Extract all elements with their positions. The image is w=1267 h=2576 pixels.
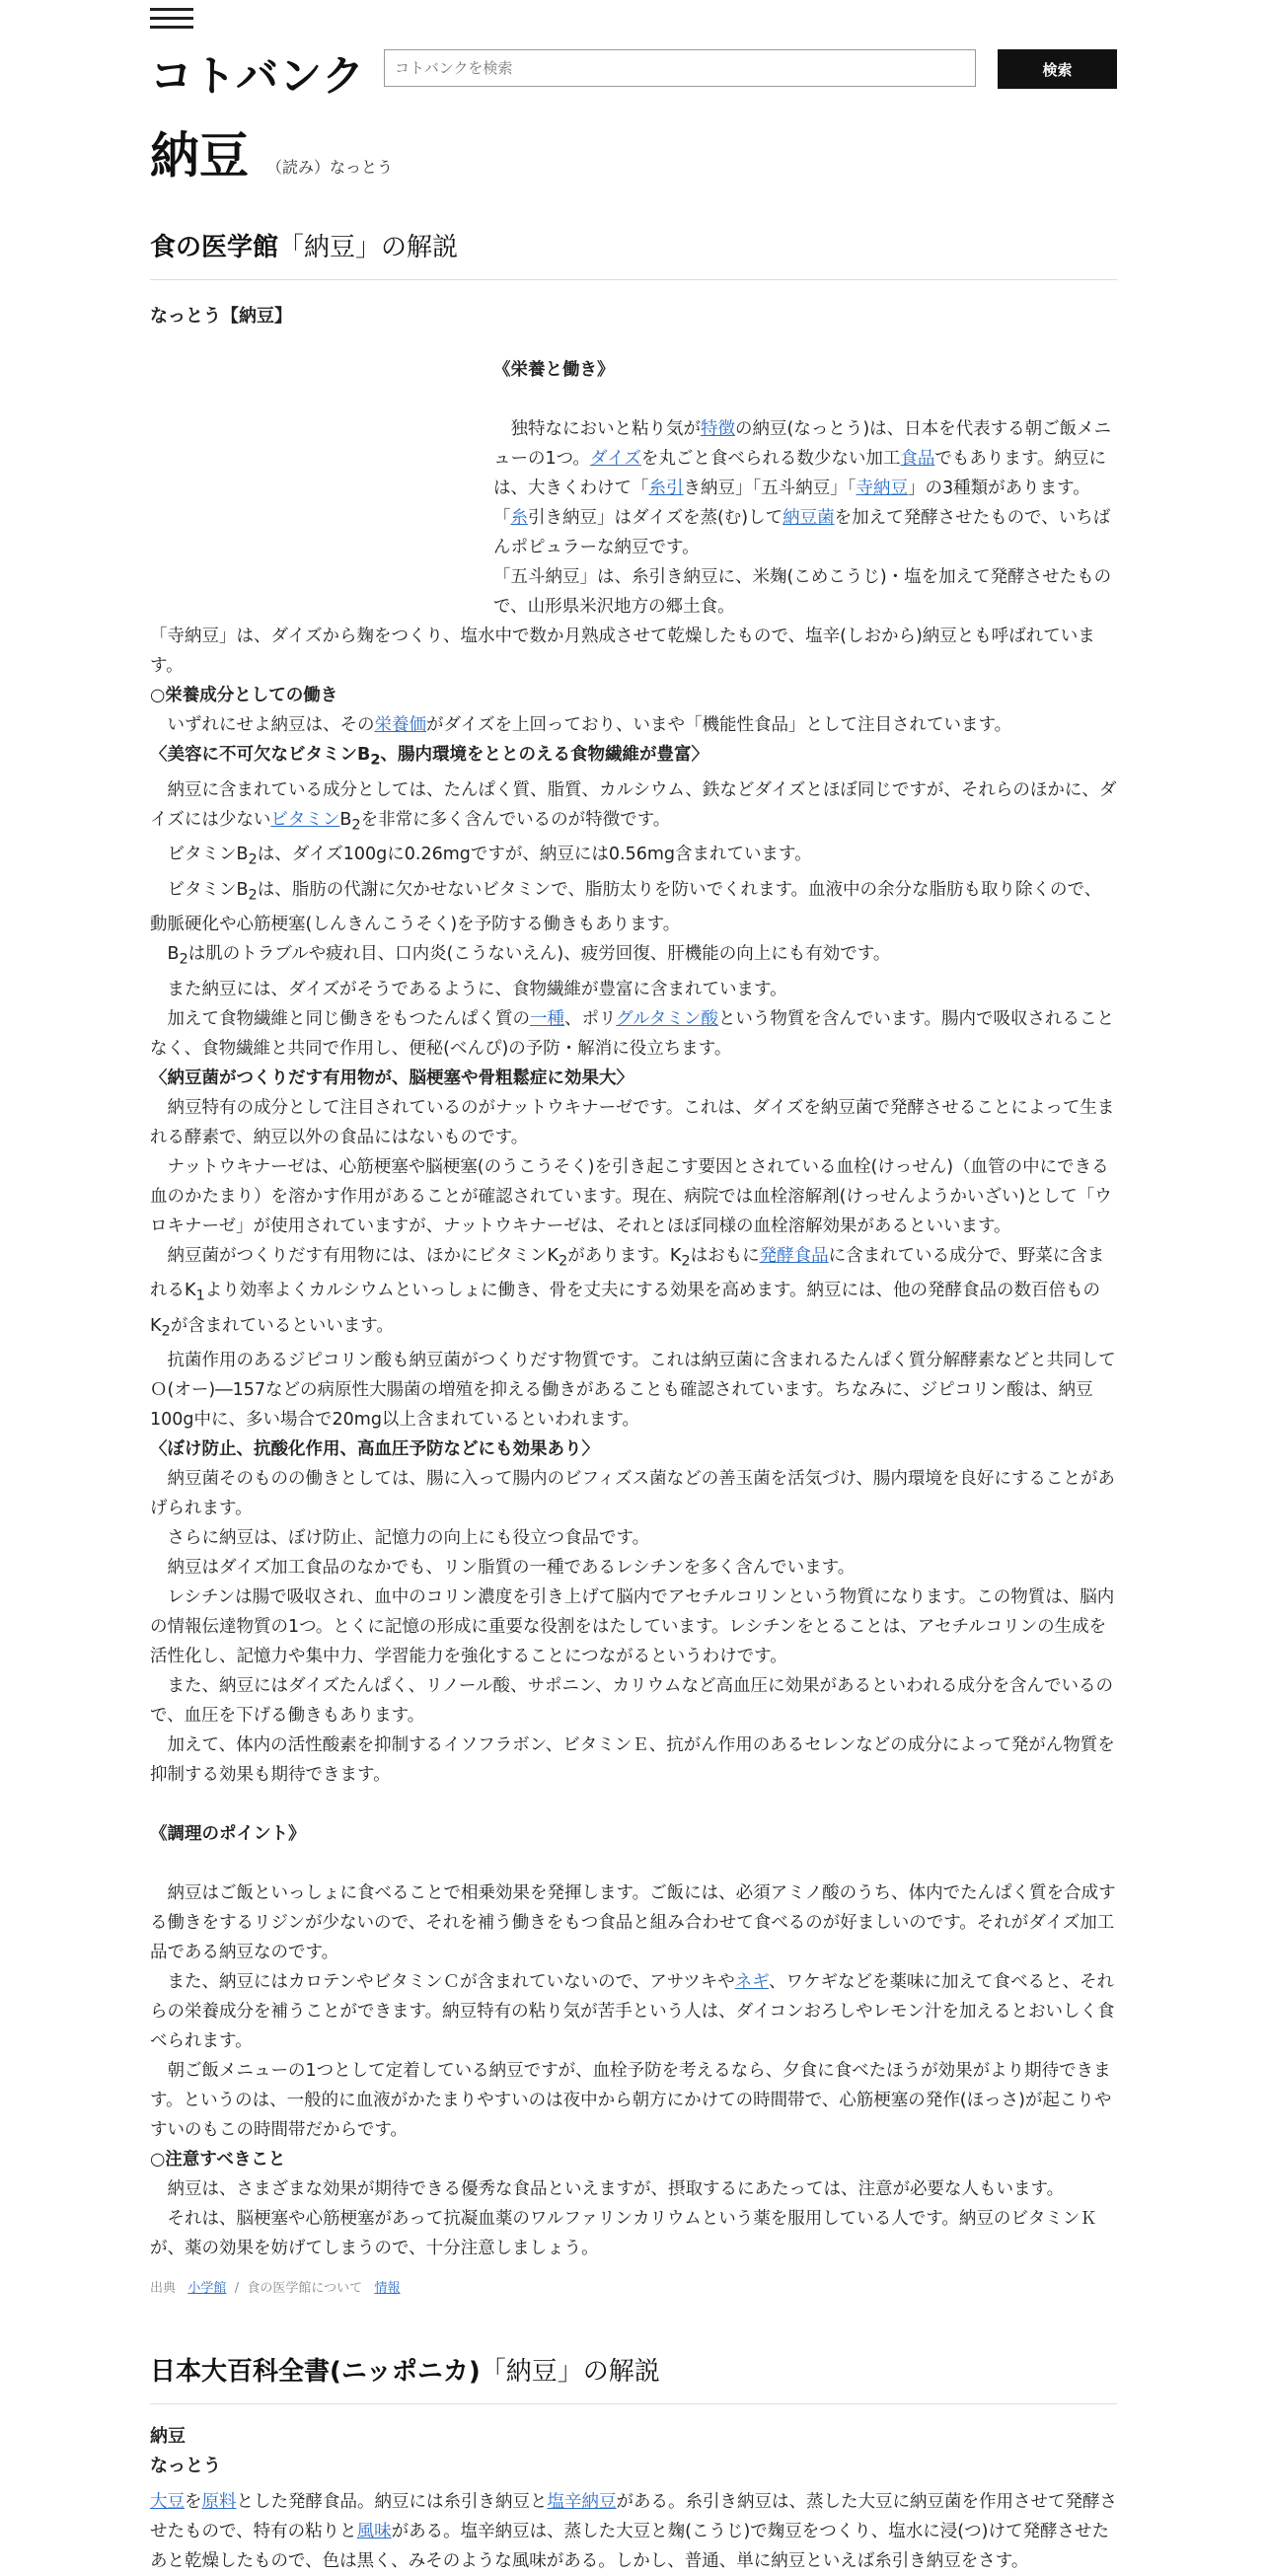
link-daizu[interactable]: ダイズ (589, 449, 641, 469)
link-vitamin[interactable]: ビタミン (270, 809, 340, 830)
link-shokuhin[interactable]: 食品 (900, 449, 935, 469)
link-fumi[interactable]: 風味 (356, 2522, 392, 2541)
entry-reading: （読み）なっとう (266, 158, 394, 177)
section-title-suffix: 「納豆」の解説 (278, 233, 459, 262)
link-ito[interactable]: 糸 (510, 508, 528, 528)
section2-source-name: 日本大百科全書(ニッポニカ) (150, 2357, 481, 2387)
article-body: 《栄養と働き》 独特なにおいと粘り気が特徴の納豆(なっとう)は、日本を代表する朝ご飯メニューの1つ。ダイズを丸ごと食べられる数少ない加工食品でもあります。納豆には、大きくわけて「糸引き納豆」「五斗納豆」「寺納豆」の3種類があります。 「糸引き納豆」はダイズを蒸(む)して納豆菌を加えて発酵させたもので、いちばんポピュラーな納豆です。 「五斗納豆」は、糸引き納豆に、米麹(こめこうじ)・塩を加えて発酵させたもので、山形県米沢地方の郷土食。 「寺納豆」は、ダイズから麹をつくり、塩水中で数か月熟成させて乾燥したもので、塩辛(しおから)納豆とも呼ばれています。 ○栄養成分としての働き いずれにせよ納豆は、その栄養価がダイズを上回っており、いまや「機能性食品」として注目されています。 〈美容に不可欠なビタミン$B_2$、腸内環境をととのえる食物繊維が豊富〉 納豆に含まれている成分としては、たんぱく質、脂質、カルシウム、鉄などダイズとほぼ同じですが、それらのほかに、ダイズには少ないビタミン$B_2$を非常に多く含んでいるのが特徴です。 ビタミン$B_2$は、ダイズ100gに0.26mgですが、納豆には0.56mg含まれています。 ビタミン$B_2$は、脂肪の代謝に欠かせないビタミンで、脂肪太りを防いでくれます。血液中の余分な脂肪も取り除くので、動脈硬化や心筋梗塞(しんきんこうそく)を予防する働きもあります。 $B_2$は肌のトラブルや疲れ目、口内炎(こうないえん)、疲労回復、肝機能の向上にも有効です。 また納豆には、ダイズがそうであるように、食物繊維が豊富に含まれています。 加えて食物繊維と同じ働きをもつたんぱく質の一種、ポリグルタミン酸という物質を含んでいます。腸内で吸収されることなく、食物繊維と共同で作用し、便秘(べんぴ)の予防・解消に役立ちます。 〈納豆菌がつくりだす有用物が、脳梗塞や骨粗鬆症に効果大〉 納豆特有の成分として注目されているのがナットウキナーゼです。これは、ダイズを納豆菌で発酵させることによって生まれる酵素で、納豆以外の食品にはないものです。 ナットウキナーゼは、心筋梗塞や脳梗塞(のうこうそく)を引き起こす要因とされている血栓(けっせん)（血管の中にできる血のかたまり）を溶かす作用があることが確認されています。現在、病院では血栓溶解剤(けっせんようかいざい)として「ウロキナーゼ」が使用されていますが、ナットウキナーゼは、それとほぼ同様の血栓溶解効果があるといいます。 納豆菌がつくりだす有用物には、ほかにビタミン$K_2$があります。$K_2$はおもに発酵食品に含まれている成分で、野菜に含まれる$K_1$より効率よくカルシウムといっしょに働き、骨を丈夫にする効果を高めます。納豆には、他の発酵食品の数百倍もの$K_2$が含まれているといいます。 抗菌作用のあるジピコリン酸も納豆菌がつくりだす物質です。これは納豆菌に含まれるたんぱく質分解酵素などと共同してＯ(オー)―157などの病原性大腸菌の増殖を抑える働きがあることも確認されています。ちなみに、ジピコリン酸は、納豆100g中に、多い場合で20mg以上含まれているといわれます。 〈ぼけ防止、抗酸化作用、高血圧予防などにも効果あり〉 納豆菌そのものの働きとしては、腸に入って腸内のビフィズス菌などの善玉菌を活気づけ、腸内環境を良好にすることがあげられます。 さらに納豆は、ぼけ防止、記憶力の向上にも役立つ食品です。 納豆はダイズ加工食品のなかでも、リン脂質の一種であるレシチンを多く含んでいます。 レシチンは腸で吸収され、血中のコリン濃度を引き上げて脳内でアセチルコリンという物質になります。この物質は、脳内の情報伝達物質の1つ。とくに記憶の形成に重要な役割をはたしています。レシチンをとることは、アセチルコリンの生成を活性化し、記憶力や集中力、学習能力を強化することにつながるというわけです。 また、納豆にはダイズたんぱく、リノール酸、サポニン、カリウムなど高血圧に効果があるといわれる成分を含んでいるので、血圧を下げる働きもあります。 加えて、体内の活性酸素を抑制するイソフラボン、ビタミンＥ、抗がん作用のあるセレンなどの成分によって発がん物質を抑制する効果も期待できます。 《調理のポイント》 納豆はご飯といっしょに食べることで相乗効果を発揮します。ご飯には、必須アミノ酸のうち、体内でたんぱく質を合成する働きをするリジンが少ないので、それを補う働きをもつ食品と組み合わせて食べるのが好ましいのです。それがダイズ加工品である納豆なのです。 また、納豆にはカロテンやビタミンＣが含まれていないので、アサツキやネギ、ワケギなどを薬味に加えて食べると、それらの栄養成分を補うことができます。納豆特有の粘り気が苦手という人は、ダイコンおろしやレモン汁を加えるとおいしく食べられます。 朝ご飯メニューの1つとして定着している納豆ですが、血栓予防を考えるなら、夕食に食べたほうが効果がより期待できます。というのは、一般的に血液がかたまりやすいのは夜中から朝方にかけての時間帯で、心筋梗塞の発作(ほっさ)が起こりやすいのもこの時間帯だからです。 ○注意すべきこと 納豆は、さまざまな効果が期待できる優秀な食品といえますが、摂取するにあたっては、注意が必要な人もいます。 それは、脳梗塞や心筋梗塞があって抗凝血薬のワルファリンカリウムという薬を服用している人です。納豆のビタミンＫが、薬の効果を妨げてしまうので、十分注意しましょう。 (150, 355, 1117, 2263)
article-body-2: 大豆を原料とした発酵食品。納豆には糸引き納豆と塩辛納豆がある。糸引き納豆は、蒸した大豆に納豆菌を作用させて発酵させたもので、特有の粘りと風味がある。塩辛納豆は、蒸した大豆と麹(こうじ)で麹豆をつくり、塩水に浸(つ)けて発酵させたあと乾燥したもので、色は黒く、みそのような風味がある。しかし、普通、単に納豆といえば糸引き納豆をさす。 (150, 2492, 1117, 2571)
info-link[interactable]: 情報 (374, 2281, 401, 2296)
search-input[interactable] (384, 49, 976, 87)
site-header (150, 0, 1117, 109)
section-title-shoku (150, 227, 1117, 280)
link-genryo[interactable]: 原料 (201, 2492, 237, 2512)
link-nattokin[interactable]: 納豆菌 (783, 508, 835, 528)
link-eiyouka[interactable]: 栄養価 (374, 715, 426, 735)
link-daizu-2[interactable]: 大豆 (150, 2492, 185, 2512)
publisher-link[interactable]: 小学館 (187, 2281, 227, 2296)
source-label: 出典 (150, 2281, 177, 2296)
link-tera-natto[interactable]: 寺納豆 (856, 478, 908, 498)
link-shiokara-natto[interactable]: 塩辛納豆 (547, 2492, 617, 2512)
headword-2-reading: なっとう (150, 2456, 221, 2476)
section2-title-suffix: 「納豆」の解説 (480, 2357, 660, 2387)
section-nipponica (150, 2351, 1117, 2576)
source-credit: 出典 小学館 / 食の医学館について 情報 (150, 2281, 401, 2296)
source-about: 食の医学館について (247, 2281, 363, 2296)
page-title: 納豆 (150, 127, 249, 184)
link-itohiki[interactable]: 糸引 (648, 478, 684, 498)
search-button[interactable]: 検索 (998, 49, 1117, 89)
link-isshu[interactable]: 一種 (530, 1008, 564, 1029)
link-tokucho[interactable]: 特徴 (701, 419, 735, 439)
headword-2: 納豆 (150, 2426, 186, 2447)
main-content (150, 116, 1117, 2576)
link-glutamic[interactable]: グルタミン酸 (616, 1008, 718, 1029)
link-negi[interactable]: ネギ (734, 1972, 770, 1992)
section-title-nipponica (150, 2351, 1117, 2404)
menu-icon[interactable] (150, 8, 193, 32)
link-hakko-shokuhin[interactable]: 発酵食品 (759, 1245, 829, 1266)
article-intro: 《栄養と働き》 独特なにおいと粘り気が特徴の納豆(なっとう)は、日本を代表する朝ご飯メニューの1つ。ダイズを丸ごと食べられる数少ない加工食品でもあります。納豆には、大きくわけて「糸引き納豆」「五斗納豆」「寺納豆」の3種類があります。 「糸引き納豆」はダイズを蒸(む)して納豆菌を加えて発酵させたもので、いちばんポピュラーな納豆です。 「五斗納豆」は、糸引き納豆に、米麹(こめこうじ)・塩を加えて発酵させたもので、山形県米沢地方の郷土食。 (493, 360, 1112, 617)
section-source-name: 食の医学館 (150, 233, 279, 262)
headword: なっとう【納豆】 (150, 306, 292, 327)
site-logo[interactable]: コトバンク (150, 52, 366, 102)
entry-title-row (150, 116, 1117, 187)
